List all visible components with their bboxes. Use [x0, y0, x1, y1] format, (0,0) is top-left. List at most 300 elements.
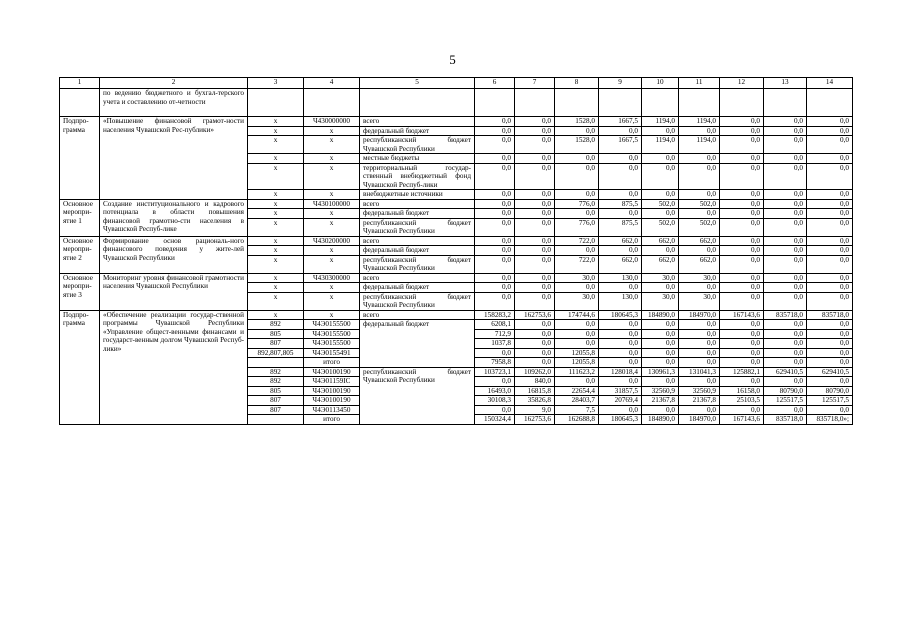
- value-cell: 662,0: [642, 236, 679, 246]
- value-cell: 0,0: [555, 339, 599, 349]
- value-cell: 0,0: [555, 246, 599, 256]
- value-cell: 0,0: [599, 283, 642, 293]
- value-cell: 130,0: [599, 292, 642, 310]
- grbs-cell: x: [248, 190, 304, 200]
- table-row: [60, 117, 853, 127]
- grbs-cell: x: [248, 209, 304, 219]
- grbs-cell: x: [248, 292, 304, 310]
- value-cell: 0,0: [642, 329, 679, 339]
- value-cell: 0,0: [515, 273, 555, 283]
- source-cell: федеральный бюджет: [360, 209, 475, 219]
- value-cell: 0,0: [599, 126, 642, 136]
- grbs-cell: 805: [248, 329, 304, 339]
- value-cell: 0,0: [720, 126, 764, 136]
- value-cell: 875,5: [599, 218, 642, 236]
- value-cell: 0,0: [555, 320, 599, 330]
- value-cell: 662,0: [642, 255, 679, 273]
- grbs-cell: [248, 358, 304, 368]
- source-cell: федеральный бюджет: [360, 283, 475, 293]
- value-cell: 0,0: [720, 163, 764, 190]
- value-cell: 0,0: [764, 154, 807, 164]
- value-cell: 0,0: [599, 358, 642, 368]
- value-cell: 12055,8: [555, 348, 599, 358]
- code-cell: x: [304, 154, 360, 164]
- status-cell: [60, 89, 100, 117]
- value-cell: 1194,0: [642, 117, 679, 127]
- value-cell: 0,0: [807, 339, 853, 349]
- name-cell: Мониторинг уровня финансовой грамотности населения Чувашской Республики: [100, 273, 248, 310]
- value-cell: 0,0: [475, 292, 515, 310]
- value-cell: 0,0: [679, 320, 720, 330]
- grbs-cell: 892,807,805: [248, 348, 304, 358]
- value-cell: 35826,8: [515, 396, 555, 406]
- name-cell: Формирование основ рациональ-ного финансового поведения у жите-лей Чувашской Республики: [100, 236, 248, 273]
- column-number: 7: [515, 78, 555, 89]
- value-cell: 0,0: [475, 348, 515, 358]
- column-number: 5: [360, 78, 475, 89]
- value-cell: 0,0: [599, 190, 642, 200]
- value-cell: 0,0: [807, 292, 853, 310]
- value-cell: 0,0: [807, 358, 853, 368]
- column-number: 12: [720, 78, 764, 89]
- value-cell: 0,0: [720, 273, 764, 283]
- value-cell: 0,0: [679, 246, 720, 256]
- value-cell: 0,0: [764, 358, 807, 368]
- value-cell: 0,0: [764, 117, 807, 127]
- value-cell: 30,0: [555, 292, 599, 310]
- value-cell: 1528,0: [555, 136, 599, 154]
- value-cell: 0,0: [475, 154, 515, 164]
- value-cell: 1037,8: [475, 339, 515, 349]
- value-cell: 722,0: [555, 236, 599, 246]
- code-cell: Ч4Э01159IC: [304, 377, 360, 387]
- value-cell: 0,0: [515, 154, 555, 164]
- value-cell: 25103,5: [720, 396, 764, 406]
- value-cell: 80790,0: [807, 386, 853, 396]
- code-cell: x: [304, 136, 360, 154]
- value-cell: 22654,4: [555, 386, 599, 396]
- value-cell: 0,0: [475, 236, 515, 246]
- source-cell: республиканский бюджет Чувашской Республики: [360, 136, 475, 154]
- value-cell: 0,0: [515, 320, 555, 330]
- value-cell: 0,0: [599, 329, 642, 339]
- value-cell: 109262,0: [515, 367, 555, 377]
- empty-cell: [720, 89, 764, 117]
- value-cell: 0,0: [807, 154, 853, 164]
- source-cell: местные бюджеты: [360, 154, 475, 164]
- value-cell: 0,0: [720, 339, 764, 349]
- column-number-row: [60, 78, 853, 89]
- value-cell: 0,0: [807, 348, 853, 358]
- status-cell: Подпро-грамма: [60, 117, 100, 200]
- value-cell: 128018,4: [599, 367, 642, 377]
- value-cell: 0,0: [720, 283, 764, 293]
- column-number: 8: [555, 78, 599, 89]
- value-cell: 0,0: [764, 163, 807, 190]
- value-cell: 835718,0: [764, 415, 807, 425]
- value-cell: 0,0: [679, 348, 720, 358]
- value-cell: 0,0: [807, 209, 853, 219]
- value-cell: 125517,5: [807, 396, 853, 406]
- table-row: [60, 199, 853, 209]
- code-cell: Ч430100000: [304, 199, 360, 209]
- value-cell: 0,0: [642, 209, 679, 219]
- value-cell: 0,0: [807, 126, 853, 136]
- value-cell: 0,0: [515, 329, 555, 339]
- value-cell: 0,0: [807, 273, 853, 283]
- grbs-cell: 892: [248, 320, 304, 330]
- value-cell: 184970,0: [679, 310, 720, 320]
- value-cell: 0,0: [720, 117, 764, 127]
- value-cell: 0,0: [807, 163, 853, 190]
- value-cell: 1194,0: [679, 117, 720, 127]
- value-cell: 502,0: [679, 199, 720, 209]
- value-cell: 30108,3: [475, 396, 515, 406]
- column-number: 14: [807, 78, 853, 89]
- value-cell: 32560,9: [679, 386, 720, 396]
- code-cell: x: [304, 163, 360, 190]
- value-cell: 0,0: [642, 163, 679, 190]
- value-cell: 6208,1: [475, 320, 515, 330]
- value-cell: 0,0: [475, 405, 515, 415]
- code-cell: Ч430200000: [304, 236, 360, 246]
- value-cell: 0,0: [515, 136, 555, 154]
- value-cell: 0,0: [720, 320, 764, 330]
- code-cell: итого: [304, 358, 360, 368]
- value-cell: 835718,0: [764, 310, 807, 320]
- value-cell: 0,0: [642, 348, 679, 358]
- code-cell: Ч4Э0113450: [304, 405, 360, 415]
- value-cell: 0,0: [764, 292, 807, 310]
- value-cell: 0,0: [599, 405, 642, 415]
- value-cell: 0,0: [599, 154, 642, 164]
- code-cell: x: [304, 292, 360, 310]
- value-cell: 0,0: [599, 348, 642, 358]
- value-cell: 80790,0: [764, 386, 807, 396]
- source-cell: всего: [360, 273, 475, 283]
- value-cell: 0,0: [764, 377, 807, 387]
- value-cell: 0,0: [764, 190, 807, 200]
- grbs-cell: x: [248, 199, 304, 209]
- value-cell: 0,0: [642, 405, 679, 415]
- source-cell: территориальный государ-ственный внебюджетный фонд Чувашской Респуб-лики: [360, 163, 475, 190]
- value-cell: 0,0: [720, 348, 764, 358]
- value-cell: 629410,5: [807, 367, 853, 377]
- value-cell: 835718,0»;: [807, 415, 853, 425]
- value-cell: 0,0: [515, 246, 555, 256]
- value-cell: 662,0: [679, 236, 720, 246]
- value-cell: 502,0: [642, 218, 679, 236]
- column-number: 13: [764, 78, 807, 89]
- grbs-cell: x: [248, 283, 304, 293]
- value-cell: 30,0: [642, 292, 679, 310]
- value-cell: 0,0: [807, 377, 853, 387]
- value-cell: 0,0: [642, 377, 679, 387]
- value-cell: 0,0: [679, 209, 720, 219]
- value-cell: 0,0: [720, 246, 764, 256]
- value-cell: 0,0: [807, 246, 853, 256]
- value-cell: 0,0: [555, 126, 599, 136]
- value-cell: 0,0: [807, 236, 853, 246]
- value-cell: 502,0: [642, 199, 679, 209]
- code-cell: x: [304, 190, 360, 200]
- value-cell: 184890,0: [642, 310, 679, 320]
- value-cell: 180645,3: [599, 415, 642, 425]
- value-cell: 0,0: [764, 283, 807, 293]
- value-cell: 30,0: [679, 273, 720, 283]
- value-cell: 167143,6: [720, 310, 764, 320]
- value-cell: 0,0: [764, 199, 807, 209]
- value-cell: 0,0: [807, 255, 853, 273]
- value-cell: 0,0: [515, 218, 555, 236]
- empty-cell: [515, 89, 555, 117]
- value-cell: 0,0: [599, 163, 642, 190]
- name-cell: «Обеспечение реализации государ-ственной программы Чувашской Республики «Управление общест-венными финансами и государст-венным долгом Чувашской Респуб-лики»: [100, 310, 248, 424]
- value-cell: 776,0: [555, 218, 599, 236]
- value-cell: 32560,9: [642, 386, 679, 396]
- value-cell: 12055,8: [555, 358, 599, 368]
- column-number: 6: [475, 78, 515, 89]
- status-cell: Основное меропри-ятие 2: [60, 236, 100, 273]
- value-cell: 162688,8: [555, 415, 599, 425]
- code-cell: Ч4Э0100190: [304, 396, 360, 406]
- value-cell: 0,0: [642, 320, 679, 330]
- grbs-cell: x: [248, 273, 304, 283]
- value-cell: 0,0: [764, 329, 807, 339]
- value-cell: 662,0: [599, 236, 642, 246]
- grbs-cell: 807: [248, 405, 304, 415]
- value-cell: 0,0: [720, 358, 764, 368]
- value-cell: 0,0: [679, 154, 720, 164]
- grbs-cell: x: [248, 310, 304, 320]
- value-cell: 0,0: [642, 246, 679, 256]
- value-cell: 0,0: [642, 190, 679, 200]
- column-number: 4: [304, 78, 360, 89]
- value-cell: 875,5: [599, 199, 642, 209]
- value-cell: 0,0: [515, 348, 555, 358]
- value-cell: 0,0: [515, 163, 555, 190]
- code-cell: Ч430000000: [304, 117, 360, 127]
- value-cell: 0,0: [807, 117, 853, 127]
- code-cell: x: [304, 218, 360, 236]
- value-cell: 722,0: [555, 255, 599, 273]
- value-cell: 184970,0: [679, 415, 720, 425]
- value-cell: 0,0: [679, 377, 720, 387]
- value-cell: 174744,6: [555, 310, 599, 320]
- value-cell: 0,0: [807, 283, 853, 293]
- value-cell: 0,0: [679, 283, 720, 293]
- value-cell: 0,0: [807, 218, 853, 236]
- value-cell: 0,0: [475, 199, 515, 209]
- grbs-cell: 807: [248, 339, 304, 349]
- value-cell: 0,0: [679, 190, 720, 200]
- value-cell: 712,9: [475, 329, 515, 339]
- value-cell: 0,0: [764, 255, 807, 273]
- value-cell: 0,0: [720, 255, 764, 273]
- value-cell: 0,0: [720, 154, 764, 164]
- value-cell: 0,0: [679, 329, 720, 339]
- value-cell: 776,0: [555, 199, 599, 209]
- value-cell: 0,0: [720, 199, 764, 209]
- code-cell: Ч4Э0155500: [304, 329, 360, 339]
- value-cell: 0,0: [720, 218, 764, 236]
- value-cell: 1667,5: [599, 117, 642, 127]
- value-cell: 0,0: [764, 126, 807, 136]
- value-cell: 0,0: [764, 405, 807, 415]
- value-cell: 0,0: [679, 163, 720, 190]
- value-cell: 0,0: [764, 348, 807, 358]
- code-cell: x: [304, 310, 360, 320]
- value-cell: 0,0: [555, 154, 599, 164]
- value-cell: 0,0: [515, 126, 555, 136]
- value-cell: 0,0: [515, 199, 555, 209]
- status-cell: Основное меропри-ятие 1: [60, 199, 100, 236]
- value-cell: 16158,0: [720, 386, 764, 396]
- value-cell: 1194,0: [642, 136, 679, 154]
- value-cell: 0,0: [720, 292, 764, 310]
- continuation-row: [60, 89, 853, 117]
- empty-cell: [599, 89, 642, 117]
- value-cell: 28403,7: [555, 396, 599, 406]
- grbs-cell: [248, 415, 304, 425]
- value-cell: 21367,8: [642, 396, 679, 406]
- source-cell: республиканский бюджет Чувашской Республики: [360, 292, 475, 310]
- code-cell: Ч430300000: [304, 273, 360, 283]
- continuation-text: по ведению бюджетного и бухгал-терского учета и составлению от-четности: [100, 89, 248, 117]
- code-cell: Ч4Э0155500: [304, 339, 360, 349]
- value-cell: 0,0: [679, 126, 720, 136]
- code-cell: x: [304, 255, 360, 273]
- column-number: 11: [679, 78, 720, 89]
- empty-cell: [764, 89, 807, 117]
- value-cell: 0,0: [475, 377, 515, 387]
- value-cell: 1528,0: [555, 117, 599, 127]
- value-cell: 0,0: [642, 358, 679, 368]
- value-cell: 0,0: [475, 209, 515, 219]
- value-cell: 7,5: [555, 405, 599, 415]
- value-cell: 0,0: [475, 126, 515, 136]
- value-cell: 7958,8: [475, 358, 515, 368]
- source-cell: внебюджетные источники: [360, 190, 475, 200]
- source-cell: федеральный бюджет: [360, 126, 475, 136]
- value-cell: 0,0: [599, 246, 642, 256]
- value-cell: 0,0: [720, 329, 764, 339]
- value-cell: 0,0: [599, 377, 642, 387]
- empty-cell: [642, 89, 679, 117]
- value-cell: 1667,5: [599, 136, 642, 154]
- source-cell: всего: [360, 236, 475, 246]
- grbs-cell: x: [248, 126, 304, 136]
- source-cell: республиканский бюджет Чувашской Республики: [360, 367, 475, 424]
- value-cell: 0,0: [515, 292, 555, 310]
- source-cell: федеральный бюджет: [360, 246, 475, 256]
- column-number: 1: [60, 78, 100, 89]
- value-cell: 0,0: [555, 163, 599, 190]
- value-cell: 0,0: [515, 236, 555, 246]
- value-cell: 111623,2: [555, 367, 599, 377]
- code-cell: Ч4Э0155500: [304, 320, 360, 330]
- value-cell: 9,0: [515, 405, 555, 415]
- value-cell: 662,0: [599, 255, 642, 273]
- value-cell: 0,0: [475, 117, 515, 127]
- name-cell: «Повышение финансовой грамот-ности населения Чувашской Рес-публики»: [100, 117, 248, 200]
- code-cell: x: [304, 246, 360, 256]
- value-cell: 0,0: [720, 136, 764, 154]
- grbs-cell: 892: [248, 367, 304, 377]
- grbs-cell: 805: [248, 386, 304, 396]
- page-number: 5: [449, 52, 456, 67]
- value-cell: 0,0: [764, 246, 807, 256]
- code-cell: x: [304, 209, 360, 219]
- value-cell: 629410,5: [764, 367, 807, 377]
- value-cell: 125882,1: [720, 367, 764, 377]
- value-cell: 0,0: [764, 136, 807, 154]
- table-row: [60, 273, 853, 283]
- value-cell: 0,0: [764, 209, 807, 219]
- grbs-cell: x: [248, 236, 304, 246]
- value-cell: 158283,2: [475, 310, 515, 320]
- value-cell: 0,0: [764, 218, 807, 236]
- value-cell: 30,0: [642, 273, 679, 283]
- value-cell: 0,0: [475, 190, 515, 200]
- empty-cell: [807, 89, 853, 117]
- empty-cell: [475, 89, 515, 117]
- value-cell: 16815,8: [515, 386, 555, 396]
- code-cell: x: [304, 126, 360, 136]
- value-cell: 0,0: [475, 246, 515, 256]
- value-cell: 21367,8: [679, 396, 720, 406]
- grbs-cell: x: [248, 136, 304, 154]
- value-cell: 0,0: [515, 283, 555, 293]
- value-cell: 16493,0: [475, 386, 515, 396]
- value-cell: 30,0: [679, 292, 720, 310]
- value-cell: 0,0: [599, 339, 642, 349]
- source-cell: всего: [360, 199, 475, 209]
- value-cell: 130961,3: [642, 367, 679, 377]
- grbs-cell: x: [248, 117, 304, 127]
- value-cell: 0,0: [555, 283, 599, 293]
- value-cell: 0,0: [555, 190, 599, 200]
- grbs-cell: x: [248, 218, 304, 236]
- empty-cell: [304, 89, 360, 117]
- value-cell: 840,0: [515, 377, 555, 387]
- value-cell: 31857,5: [599, 386, 642, 396]
- value-cell: 0,0: [555, 209, 599, 219]
- value-cell: 502,0: [679, 218, 720, 236]
- grbs-cell: x: [248, 246, 304, 256]
- value-cell: 0,0: [720, 209, 764, 219]
- code-cell: итого: [304, 415, 360, 425]
- grbs-cell: x: [248, 154, 304, 164]
- name-cell: Создание институционального и кадрового потенциала в области повышения финансовой грамотно-сти населения в Чувашской Респуб-лике: [100, 199, 248, 236]
- source-cell: всего: [360, 117, 475, 127]
- code-cell: Ч4Э0100190: [304, 386, 360, 396]
- empty-cell: [679, 89, 720, 117]
- value-cell: 0,0: [475, 136, 515, 154]
- value-cell: 0,0: [515, 358, 555, 368]
- value-cell: 0,0: [642, 154, 679, 164]
- value-cell: 0,0: [515, 339, 555, 349]
- value-cell: 0,0: [475, 255, 515, 273]
- value-cell: 0,0: [642, 283, 679, 293]
- status-cell: Подпро-грамма: [60, 310, 100, 424]
- value-cell: 0,0: [642, 126, 679, 136]
- value-cell: 103723,1: [475, 367, 515, 377]
- value-cell: 0,0: [807, 190, 853, 200]
- value-cell: 0,0: [679, 405, 720, 415]
- code-cell: Ч4Э0155491: [304, 348, 360, 358]
- value-cell: 1194,0: [679, 136, 720, 154]
